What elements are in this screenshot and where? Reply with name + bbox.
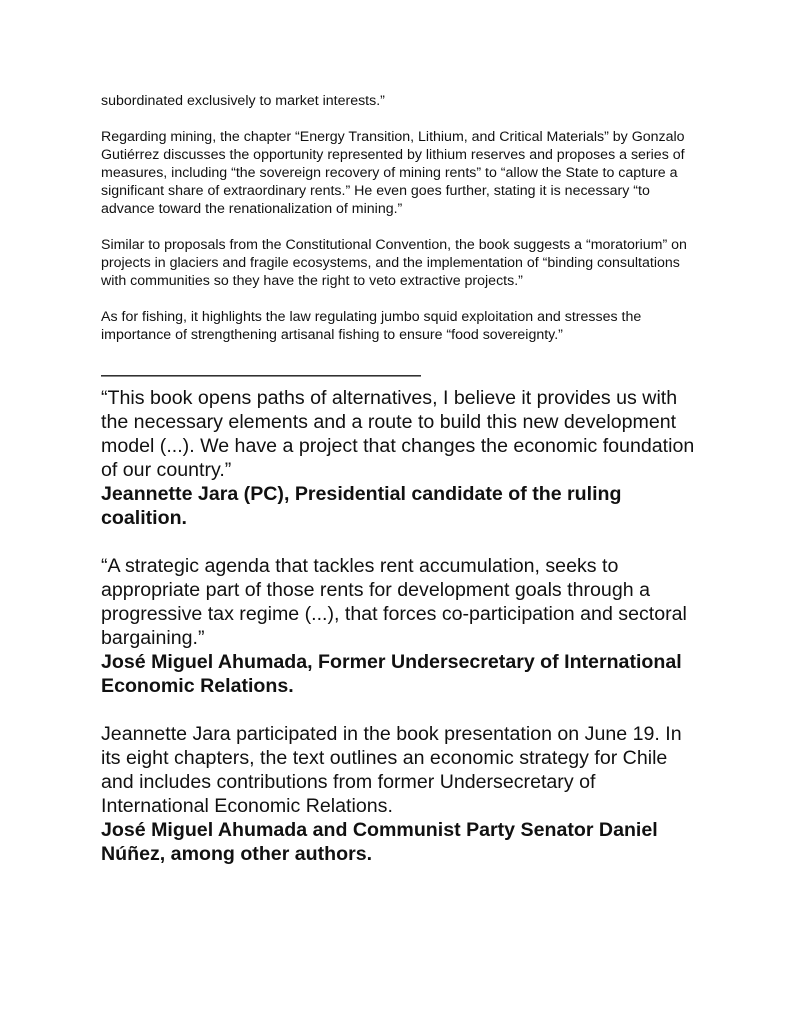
paragraph-gap [101,530,701,554]
quote-text-jara: “This book opens paths of alternatives, I believe it provides us with the necessary elements and a route to build this new development model (...). We have a project that changes the economic foundation of our country.” [101,387,695,481]
paragraph-gap [101,218,701,236]
paragraph-continuation: subordinated exclusively to market interests.” [101,93,385,109]
paragraph-fishing: As for fishing, it highlights the law regulating jumbo squid exploitation and stresses the importance of strengthening artisanal fishing to ensure “food sovereignty.” [101,309,642,343]
paragraph-mining: Regarding mining, the chapter “Energy Transition, Lithium, and Critical Materials” by Gonzalo Gutiérrez discusses the opportunity represented by lithium reserves and proposes a series of measures, including “the sovereign recovery of mining rents” to “allow the State to capture a significant share of extraordinary rents.” He even goes further, stating it is necessary “to advance toward the renationalization of mining.” [101,129,685,217]
quote-author-jara: Jeannette Jara (PC), Presidential candidate of the ruling coalition. [101,483,622,529]
closing-paragraph: Jeannette Jara participated in the book presentation on June 19. In its eight chapters, the text outlines an economic strategy for Chile and includes contributions from former Undersecretary of International Economic Relations. [101,723,682,817]
closing-authors: José Miguel Ahumada and Communist Party Senator Daniel Núñez, among other authors. [101,819,658,865]
paragraph-gap [101,698,701,722]
section-divider: ———————————————— [101,364,421,386]
paragraph-gap [101,110,701,128]
paragraph-gap [101,290,701,308]
paragraph-moratorium: Similar to proposals from the Constitutional Convention, the book suggests a “moratorium” on projects in glaciers and fragile ecosystems, and the implementation of “binding consultations with communities so they have the right to veto extractive projects.” [101,237,687,289]
quote-author-ahumada: José Miguel Ahumada, Former Undersecretary of International Economic Relations. [101,651,682,697]
document-page [101,92,701,866]
quote-text-ahumada: “A strategic agenda that tackles rent accumulation, seeks to appropriate part of those rents for development goals through a progressive tax regime (...), that forces co-participation and sectoral bargaining.” [101,555,687,649]
